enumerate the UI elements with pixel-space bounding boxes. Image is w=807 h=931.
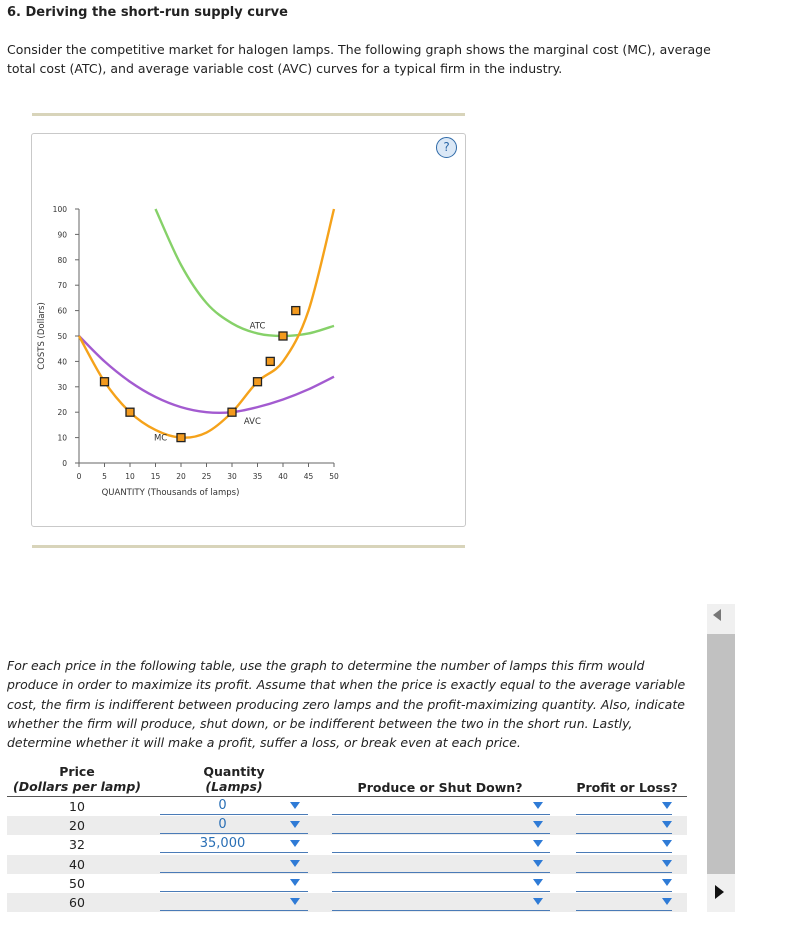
mc-point-marker [101, 378, 109, 386]
header-rule [7, 796, 687, 797]
y-tick-label: 70 [57, 281, 67, 291]
x-tick-label: 35 [252, 472, 263, 481]
x-tick-label: 25 [201, 472, 212, 481]
mc-point-marker [177, 434, 185, 442]
x-tick-label: 20 [176, 472, 186, 481]
profit-loss-dropdown-arrow-icon[interactable] [662, 860, 672, 867]
price-cell: 60 [69, 895, 85, 910]
produce-shutdown-dropdown-arrow-icon[interactable] [533, 898, 543, 905]
y-tick-label: 90 [57, 230, 67, 240]
produce-shutdown-underline [332, 891, 550, 892]
scrollbar-thumb[interactable] [707, 634, 735, 874]
produce-shutdown-dropdown-arrow-icon[interactable] [533, 802, 543, 809]
produce-header: Produce or Shut Down? [357, 780, 523, 795]
mc-point-marker [126, 408, 134, 416]
question-title: 6. Deriving the short-run supply curve [7, 5, 288, 20]
x-tick-label: 5 [102, 472, 107, 481]
y-tick-label: 10 [57, 433, 67, 443]
x-tick-label: 0 [76, 472, 82, 481]
quantity-dropdown-arrow-icon[interactable] [290, 860, 300, 867]
y-tick-label: 60 [57, 306, 67, 316]
avc-label: AVC [243, 417, 261, 428]
instructions-text: For each price in the following table, use the graph to determine the number of lamps this firm would produce in order to maximize its profit. Assume that when the price is exactly equal to the average variable cost, the firm is indifferent between producing zero lamps and the profit-maximizing quantity. Also, indicate whether the firm will produce, shut down, or be indifferent between the two in the short run. Lastly, determine whether it will make a profit, suffer a loss, or break even at each price. [7, 658, 686, 751]
y-tick-label: 30 [57, 382, 67, 392]
profit-loss-dropdown-arrow-icon[interactable] [662, 821, 672, 828]
scroll-left-arrow-icon[interactable] [713, 609, 721, 621]
produce-shutdown-underline [332, 852, 550, 853]
quantity-dropdown[interactable]: 0 [218, 817, 227, 833]
quantity-underline [160, 891, 308, 892]
bottom-divider [32, 545, 465, 548]
y-tick-label: 20 [57, 408, 67, 418]
quantity-dropdown-arrow-icon[interactable] [290, 840, 300, 847]
mc-point-marker [254, 378, 262, 386]
y-tick-label: 100 [52, 205, 67, 214]
price-cell: 20 [69, 818, 85, 834]
profit-loss-underline [576, 833, 672, 834]
y-tick-label: 80 [57, 255, 67, 265]
profit-loss-underline [576, 891, 672, 892]
mc-point-marker [279, 332, 287, 340]
y-tick-label: 40 [57, 357, 67, 367]
y-tick-label: 50 [57, 332, 67, 341]
avc-curve [79, 336, 334, 413]
quantity-underline [160, 852, 308, 853]
mc-point-marker [228, 408, 236, 416]
mc-point-marker [266, 357, 274, 365]
quantity-underline [160, 833, 308, 834]
quantity-dropdown-arrow-icon[interactable] [290, 879, 300, 886]
price-header: Price (Dollars per lamp) [13, 764, 141, 794]
mc-curve [79, 209, 334, 438]
quantity-underline [160, 910, 308, 911]
quantity-underline [160, 814, 308, 815]
quantity-dropdown-arrow-icon[interactable] [290, 898, 300, 905]
produce-shutdown-underline [332, 910, 550, 911]
y-tick-label: 0 [62, 459, 67, 468]
produce-shutdown-dropdown-arrow-icon[interactable] [533, 860, 543, 867]
quantity-dropdown[interactable]: 35,000 [199, 836, 246, 852]
scroll-right-arrow-icon[interactable] [715, 885, 724, 899]
quantity-dropdown-arrow-icon[interactable] [290, 821, 300, 828]
quantity-header: Quantity (Lamps) [203, 764, 265, 794]
price-cell: 32 [69, 837, 85, 853]
x-tick-label: 50 [329, 472, 339, 481]
intro-text: Consider the competitive market for halogen lamps. The following graph shows the marginal cost (MC), average total cost (ATC), and average variable cost (AVC) curves for a typical firm in the industry. [7, 42, 711, 76]
price-cell: 50 [69, 875, 85, 891]
mc-label: MC [153, 433, 168, 444]
x-tick-label: 30 [227, 472, 237, 481]
produce-shutdown-underline [332, 872, 550, 873]
x-tick-label: 15 [150, 472, 161, 481]
x-axis-label: QUANTITY (Thousands of lamps) [101, 488, 240, 498]
price-cell: 10 [69, 799, 85, 814]
y-axis-label: COSTS (Dollars) [37, 302, 47, 370]
profit-loss-underline [576, 852, 672, 853]
profit-loss-underline [576, 872, 672, 873]
atc-label: ATC [249, 321, 266, 332]
produce-shutdown-dropdown-arrow-icon[interactable] [533, 879, 543, 886]
quantity-dropdown[interactable]: 0 [218, 798, 227, 813]
profit-loss-dropdown-arrow-icon[interactable] [662, 840, 672, 847]
x-tick-label: 40 [278, 472, 288, 481]
price-cell: 40 [69, 856, 85, 872]
produce-shutdown-underline [332, 814, 550, 815]
profit-loss-underline [576, 910, 672, 911]
produce-shutdown-underline [332, 833, 550, 834]
profit-loss-dropdown-arrow-icon[interactable] [662, 879, 672, 886]
profit-header: Profit or Loss? [576, 780, 678, 795]
x-tick-label: 10 [125, 472, 135, 481]
quantity-dropdown-arrow-icon[interactable] [290, 802, 300, 809]
x-tick-label: 45 [303, 472, 314, 481]
help-icon[interactable]: ? [436, 137, 457, 158]
produce-shutdown-dropdown-arrow-icon[interactable] [533, 821, 543, 828]
produce-shutdown-dropdown-arrow-icon[interactable] [533, 840, 543, 847]
profit-loss-dropdown-arrow-icon[interactable] [662, 802, 672, 809]
profit-loss-underline [576, 814, 672, 815]
mc-point-marker [292, 307, 300, 315]
profit-loss-dropdown-arrow-icon[interactable] [662, 898, 672, 905]
quantity-underline [160, 872, 308, 873]
